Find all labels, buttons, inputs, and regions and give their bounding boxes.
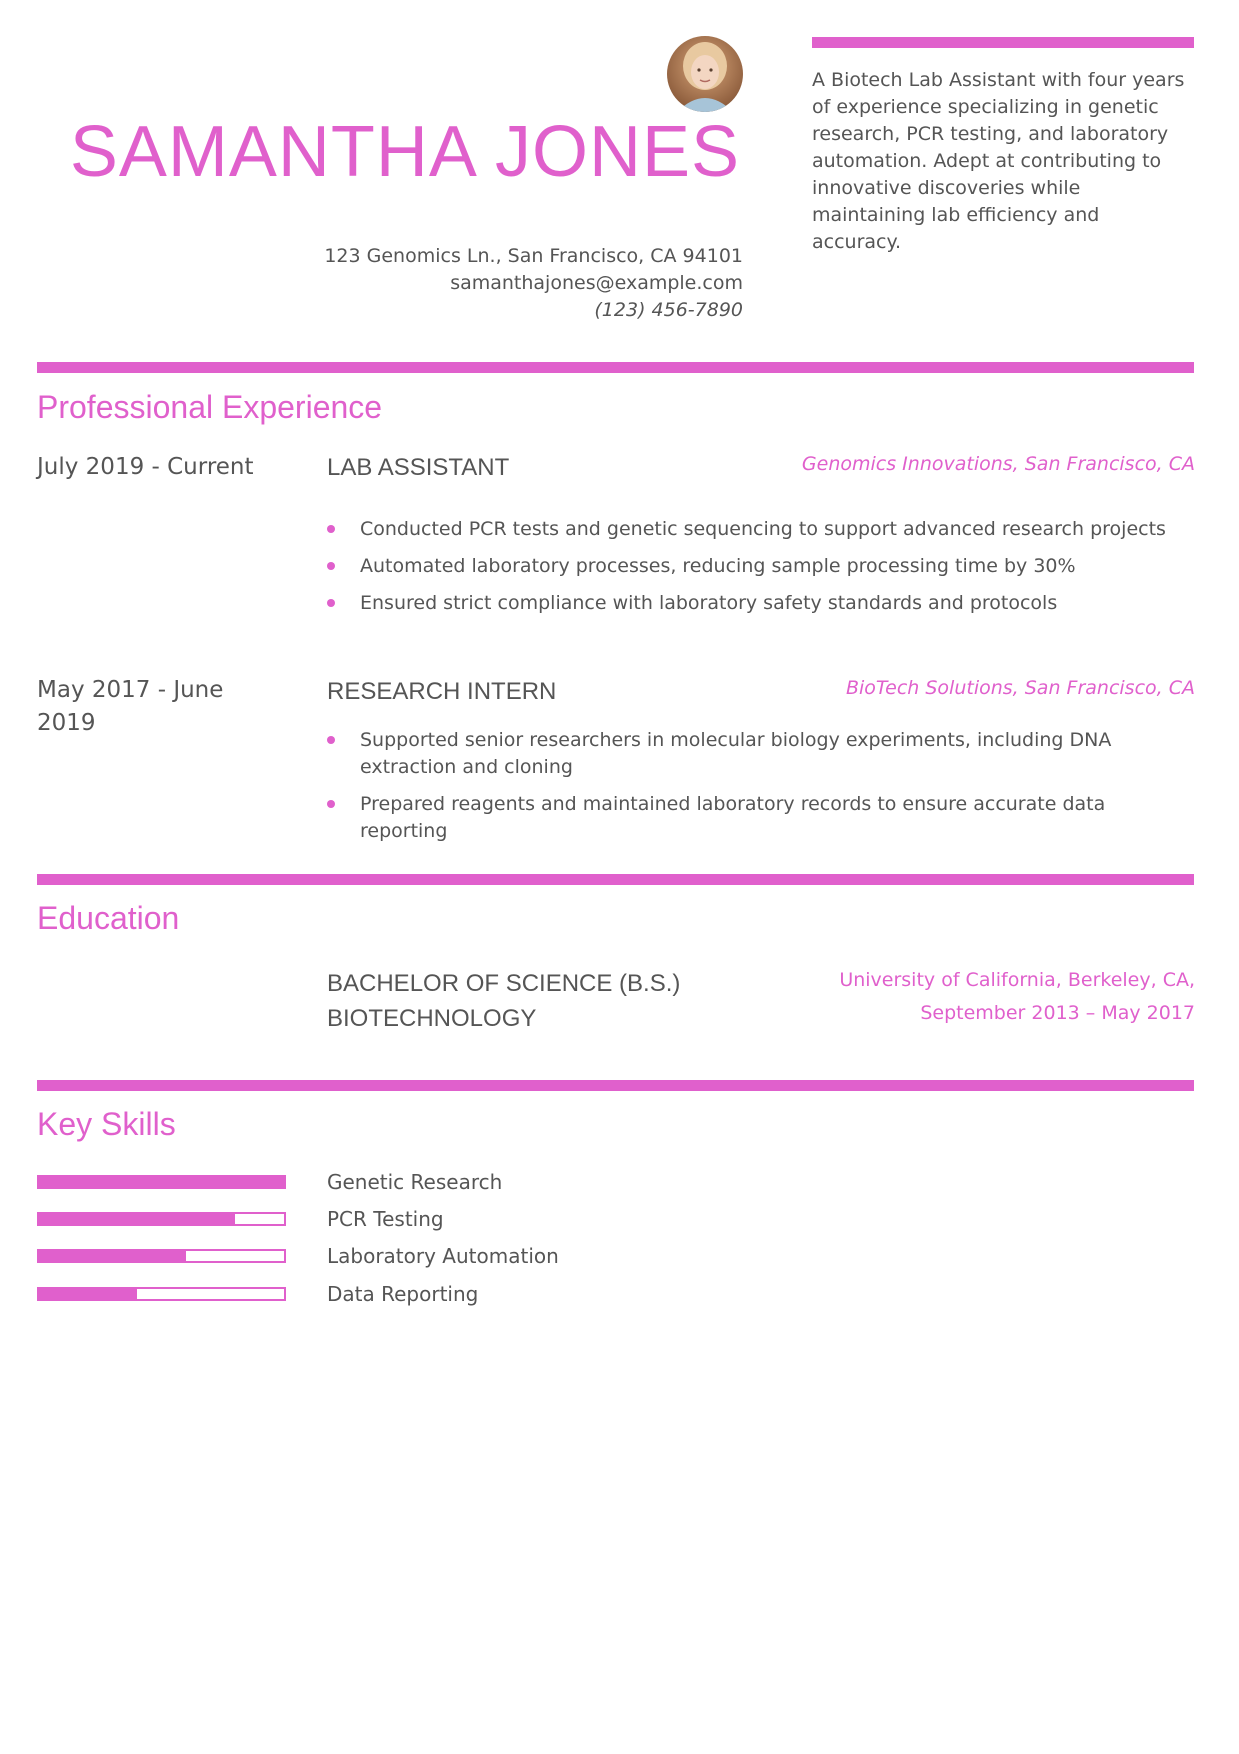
section-title-experience: Professional Experience [37, 389, 383, 425]
job-company: Genomics Innovations, San Francisco, CA [801, 453, 1195, 475]
section-divider [37, 362, 1194, 373]
contact-email: samanthajones@example.com [450, 272, 743, 294]
list-item: Conducted PCR tests and genetic sequencing to support advanced research projects [327, 516, 1187, 543]
section-divider [37, 874, 1194, 885]
education-degree: BACHELOR OF SCIENCE (B.S.) [327, 970, 681, 997]
education-school: University of California, Berkeley, CA, [839, 969, 1195, 991]
skill-level-fill [39, 1251, 186, 1261]
skill-level-bar [37, 1175, 286, 1189]
skill-label: Genetic Research [327, 1170, 503, 1194]
education-major: BIOTECHNOLOGY [327, 1005, 537, 1032]
skill-level-bar [37, 1249, 286, 1263]
list-item: Ensured strict compliance with laboratory safety standards and protocols [327, 590, 1187, 617]
summary-accent-bar [812, 37, 1194, 48]
skill-label: Data Reporting [327, 1282, 479, 1306]
job-dates: May 2017 - June 2019 [37, 677, 224, 736]
job-bullets [327, 516, 1187, 627]
skill-label: PCR Testing [327, 1207, 444, 1231]
job-dates: July 2019 - Current [37, 454, 254, 480]
education-dates: September 2013 – May 2017 [920, 1002, 1195, 1024]
job-company: BioTech Solutions, San Francisco, CA [845, 677, 1195, 699]
skill-label: Laboratory Automation [327, 1244, 559, 1268]
job-title: LAB ASSISTANT [327, 454, 510, 481]
candidate-name: SAMANTHA JONES [69, 112, 740, 192]
skill-level-bar [37, 1212, 286, 1226]
job-title: RESEARCH INTERN [327, 678, 557, 705]
profile-photo [667, 36, 743, 112]
section-title-skills: Key Skills [37, 1106, 176, 1142]
skill-level-bar [37, 1287, 286, 1301]
professional-summary: A Biotech Lab Assistant with four years of experience specializing in genetic research, PCR testing, and laboratory automation. Adept at contributing to innovative discoveries while maintaining lab efficiency and accuracy. [812, 69, 1185, 253]
skill-level-fill [39, 1289, 137, 1299]
contact-phone: (123) 456-7890 [594, 299, 743, 321]
skill-level-fill [39, 1214, 235, 1224]
section-title-education: Education [37, 900, 180, 936]
job-bullets [327, 727, 1187, 855]
list-item: Automated laboratory processes, reducing sample processing time by 30% [327, 553, 1187, 580]
list-item: Prepared reagents and maintained laboratory records to ensure accurate data reporting [327, 791, 1187, 845]
skill-level-fill [39, 1177, 284, 1187]
contact-address: 123 Genomics Ln., San Francisco, CA 94101 [324, 245, 743, 267]
section-divider [37, 1080, 1194, 1091]
list-item: Supported senior researchers in molecular biology experiments, including DNA extraction and cloning [327, 727, 1187, 781]
